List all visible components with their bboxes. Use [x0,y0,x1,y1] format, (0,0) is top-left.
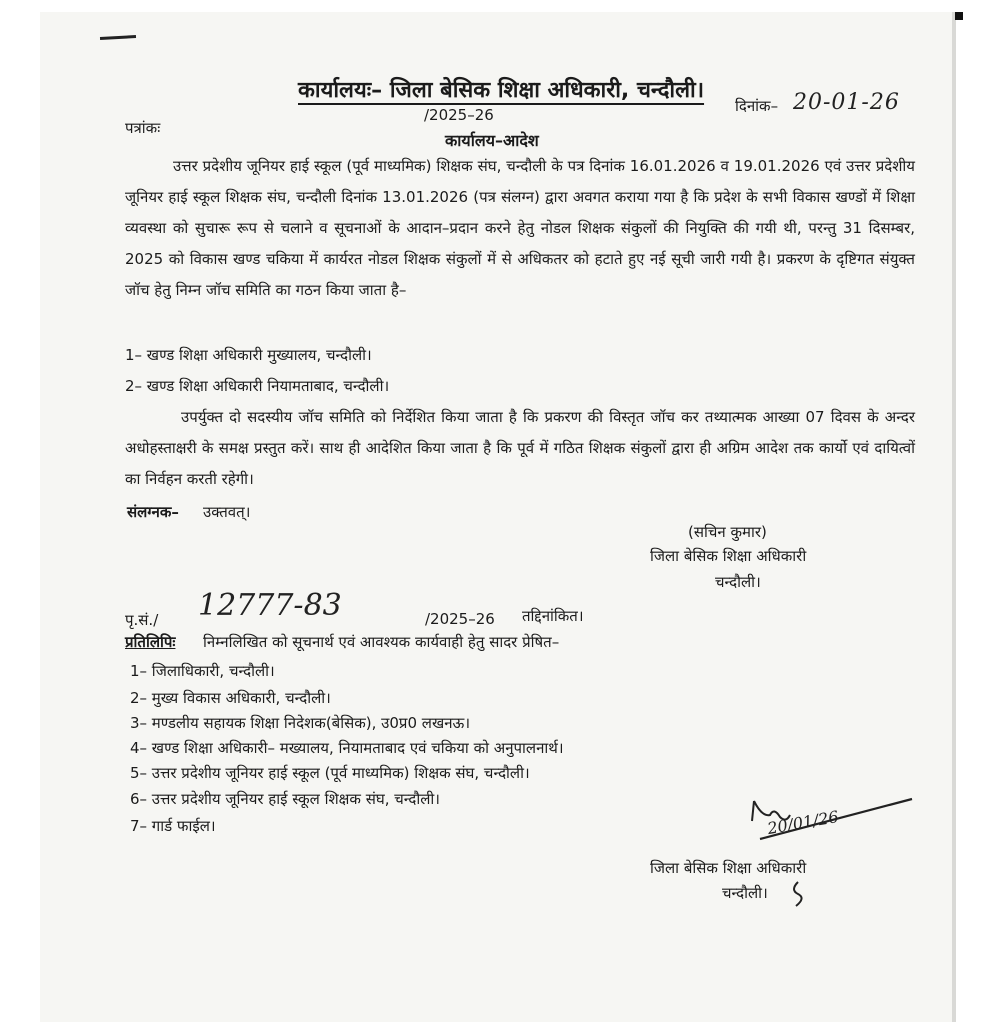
pus-label: पृ.सं./ [125,611,159,629]
office-heading: कार्यालयः– जिला बेसिक शिक्षा अधिकारी, चन्दौली। [298,78,705,103]
bottom-signatory-place: चन्दौली। [722,884,768,902]
pus-dated: तद्दिनांकित। [522,607,584,625]
committee-item-1: 1– खण्ड शिक्षा अधिकारी मुख्यालय, चन्दौली। [125,346,372,364]
paragraph-2: उपर्युक्त दो सदस्यीय जॉच समिति को निर्देशित किया जाता है कि प्रकरण की विस्तृत जॉच कर तथ्यात्मक आख्या 07 दिवस के अन्दर अधोहस्ताक्षरी के समक्ष प्रस्तुत करें। साथ ही आदेशित किया जाता है कि पूर्व में गठित शिक्षक संकुलों द्वारा ही अग्रिम आदेश तक कार्यो एवं दायित्वों का निर्वहन करती रहेगी। [125,408,915,488]
committee-item-2: 2– खण्ड शिक्षा अधिकारी नियामताबाद, चन्दौली। [125,377,390,395]
signature-date: 20/01/26 [765,806,840,839]
copy-label: प्रतिलिपिः [125,633,176,651]
bottom-signatory-designation: जिला बेसिक शिक्षा अधिकारी [650,859,807,877]
copy-item-5: 5– उत्तर प्रदेशीय जूनियर हाई स्कूल (पूर्व माध्यमिक) शिक्षक संघ, चन्दौली। [130,764,530,782]
attachment-label: संलग्नक– [127,503,179,521]
page-edge [952,12,956,1022]
copy-item-6: 6– उत्तर प्रदेशीय जूनियर हाई स्कूल शिक्षक संघ, चन्दौली। [130,790,440,808]
signatory-name: (सचिन कुमार) [688,523,767,541]
date-label: दिनांक– [735,97,779,115]
pus-year: /2025–26 [425,610,495,628]
patrank-year: /2025–26 [424,106,494,124]
signatory-designation: जिला बेसिक शिक्षा अधिकारी [650,547,807,565]
copy-item-3: 3– मण्डलीय सहायक शिक्षा निदेशक(बेसिक), उ0प्र0 लखनऊ। [130,714,471,732]
attachment-value: उक्तवत्। [203,503,251,521]
copy-item-4: 4– खण्ड शिक्षा अधिकारी– मख्यालय, नियामताबाद एवं चकिया को अनुपालनार्थ। [130,739,564,757]
patrank-label: पत्रांकः [125,119,161,137]
copy-item-2: 2– मुख्य विकास अधिकारी, चन्दौली। [130,689,331,707]
order-title: कार्यालय–आदेश [445,131,539,150]
initial-mark [788,880,808,910]
corner-mark [955,12,963,20]
copy-item-7: 7– गार्ड फाईल। [130,817,216,835]
handwritten-date: 20-01-26 [793,90,900,115]
handwritten-reference-number: 12777-83 [198,588,342,623]
paragraph-1: उत्तर प्रदेशीय जूनियर हाई स्कूल (पूर्व माध्यमिक) शिक्षक संघ, चन्दौली के पत्र दिनांक 16.01.2026 व 19.01.2026 एवं उत्तर प्रदेशीय जूनियर हाई स्कूल शिक्षक संघ, चन्दौली दिनांक 13.01.2026 (पत्र संलग्न) द्वारा अवगत कराया गया है कि प्रदेश के सभी विकास खण्डों में शिक्षा व्यवस्था को सुचारू रूप से चलाने व सूचनाओं के आदान–प्रदान करने हेतु नोडल शिक्षक संकुलों की नियुक्ति की गयी थी, परन्तु 31 दिसम्बर, 2025 को विकास खण्ड चकिया में कार्यरत नोडल शिक्षक संकुलों में से अधिकतर को हटाते हुए नई सूची जारी गयी है। प्रकरण के दृष्टिगत संयुक्त जॉच हेतु निम्न जॉच समिति का गठन किया जाता है– [125,157,915,299]
copy-item-1: 1– जिलाधिकारी, चन्दौली। [130,662,275,680]
signatory-place: चन्दौली। [715,573,761,591]
copy-intro: निम्नलिखित को सूचनार्थ एवं आवश्यक कार्यवाही हेतु सादर प्रेषित– [203,633,560,651]
